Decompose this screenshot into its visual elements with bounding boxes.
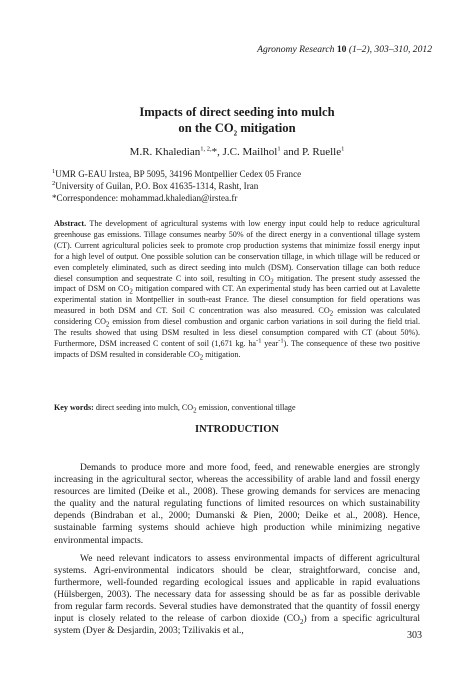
abstract <box>54 219 420 361</box>
superscript: -1 <box>278 337 284 345</box>
subscript: 2 <box>329 309 334 318</box>
paragraph <box>54 553 420 638</box>
paragraph-text: ) from a specific agricultural system (Dyer & Desjardin, 2003; Tzilivakis et al., <box>54 614 420 637</box>
author-affiliation-mark: 1 <box>277 145 281 153</box>
affiliation-text: University of Guilan, P.O. Box 41635-1314, Rasht, Iran <box>55 181 259 191</box>
paragraph: Demands to produce more and more food, feed, and renewable energies are strongly increasing in the agricultural sector, whereas the accessibility of arable land and fossil energy resources are limited (Deike et al., 2008). These growing demands for services are menacing the quality and the natural regulating functions of limited resources on which sustainability depends (Bindraban et al., 2000; Dumanski & Pien, 2000; Deike et al., 2008). Hence, sustainable farming systems should achieve high production while minimizing negative environmental impacts. <box>54 463 420 546</box>
affiliations <box>52 168 432 204</box>
abstract-text: year <box>261 338 279 348</box>
keywords-text: emission, conventional tillage <box>196 403 296 412</box>
paragraph-text: We need relevant indicators to assess environmental impacts of different agricultural systems. Agri-environmental indicators should be clear, straightforward, concise and, furthermore, well-founded regarding ecological issues and applicable in rapid evaluations (Hülsbergen, 2003). The necessary data for assessing should be as far as possible derivable from regular farm records. Several studies have demonstrated that the quantity of fossil energy input is closely related to the release of carbon dioxide (CO <box>54 553 420 625</box>
abstract-text: The development of agricultural systems with low energy input could help to reduce agricultural greenhouse gas emissions. Tillage consumes nearby 50% of the direct energy in a conventional tillage system (CT). Current agricultural policies seek to promote crop production systems that minimize fossil energy input for a high level of output. One possible solution can be conservation tillage, in which tillage will be reduced or even completely eliminated, such as direct seeding into mulch (DSM). Conservation tillage can both reduce diesel consumption and sequestrate C into soil, resulting in CO <box>54 219 420 283</box>
keywords <box>54 403 420 415</box>
affiliation-text: UMR G-EAU Irstea, BP 5095, 34196 Montpellier Cedex 05 France <box>55 169 302 179</box>
abstract-label: Abstract. <box>54 219 87 228</box>
author-name: and P. Ruelle <box>280 146 342 158</box>
author-affiliation-mark: 1, 2, <box>200 145 212 153</box>
title-line-1: Impacts of direct seeding into mulch <box>139 105 335 119</box>
title-text: on the CO <box>178 121 234 135</box>
abstract-text: mitigation. <box>203 349 241 359</box>
corresponding-mark: * <box>211 146 218 158</box>
author-affiliation-mark: 1 <box>341 145 345 153</box>
abstract-text: mitigation compared with CT. An experimental study has been carried out at Lavalette experimental station in Montpellier in south-east France. The diesel consumption for field operations was measured in both DSM and CT. Soil C concentration was also measured. CO <box>54 284 420 316</box>
journal-volume: 10 <box>336 44 347 55</box>
affiliation-number: 2 <box>52 179 56 187</box>
abstract-text: emission was calculated considering CO <box>54 306 420 327</box>
paper-title <box>0 104 474 136</box>
correspondence: *Correspondence: mohammad.khaledian@irstea.fr <box>52 193 238 203</box>
abstract-text: emission from diesel combustion and organic carbon variations in soil during the field trial. The results showed that using DSM resulted in less diesel consumption compared with CT (about 50%). Furthermore, DSM increased C content of soil (1,671 kg. ha <box>54 317 420 348</box>
affiliation-number: 1 <box>52 167 56 175</box>
page-number: 303 <box>407 630 422 641</box>
keywords-label: Key words: <box>54 403 94 412</box>
journal-pages: (1–2), 303–310, 2012 <box>348 44 432 55</box>
affiliation-item <box>52 168 432 180</box>
subscript: 2 <box>105 320 110 329</box>
journal-header <box>257 44 432 55</box>
title-line-2 <box>0 120 474 136</box>
affiliation-item <box>52 180 432 192</box>
introduction-body <box>54 462 420 643</box>
subscript: 2 <box>270 277 274 286</box>
title-subscript: 2 <box>233 129 238 138</box>
title-text: mitigation <box>237 121 296 135</box>
section-heading-introduction: INTRODUCTION <box>194 424 279 435</box>
superscript: -1 <box>256 337 262 345</box>
author-list <box>0 146 474 158</box>
subscript: 2 <box>129 288 133 297</box>
subscript: 2 <box>199 353 204 362</box>
journal-name: Agronomy Research <box>257 44 335 55</box>
subscript: 2 <box>299 618 304 627</box>
abstract-text: ). The consequence of these two positive impacts of DSM resulted in considerable CO <box>54 338 420 359</box>
author-name: M.R. Khaledian <box>129 146 201 158</box>
author-name: , J.C. Mailhol <box>217 146 278 158</box>
abstract-text: mitigation. The present study assessed the impact of DSM on CO <box>54 273 420 294</box>
subscript: 2 <box>193 406 197 415</box>
keywords-text: direct seeding into mulch, CO <box>93 403 194 412</box>
